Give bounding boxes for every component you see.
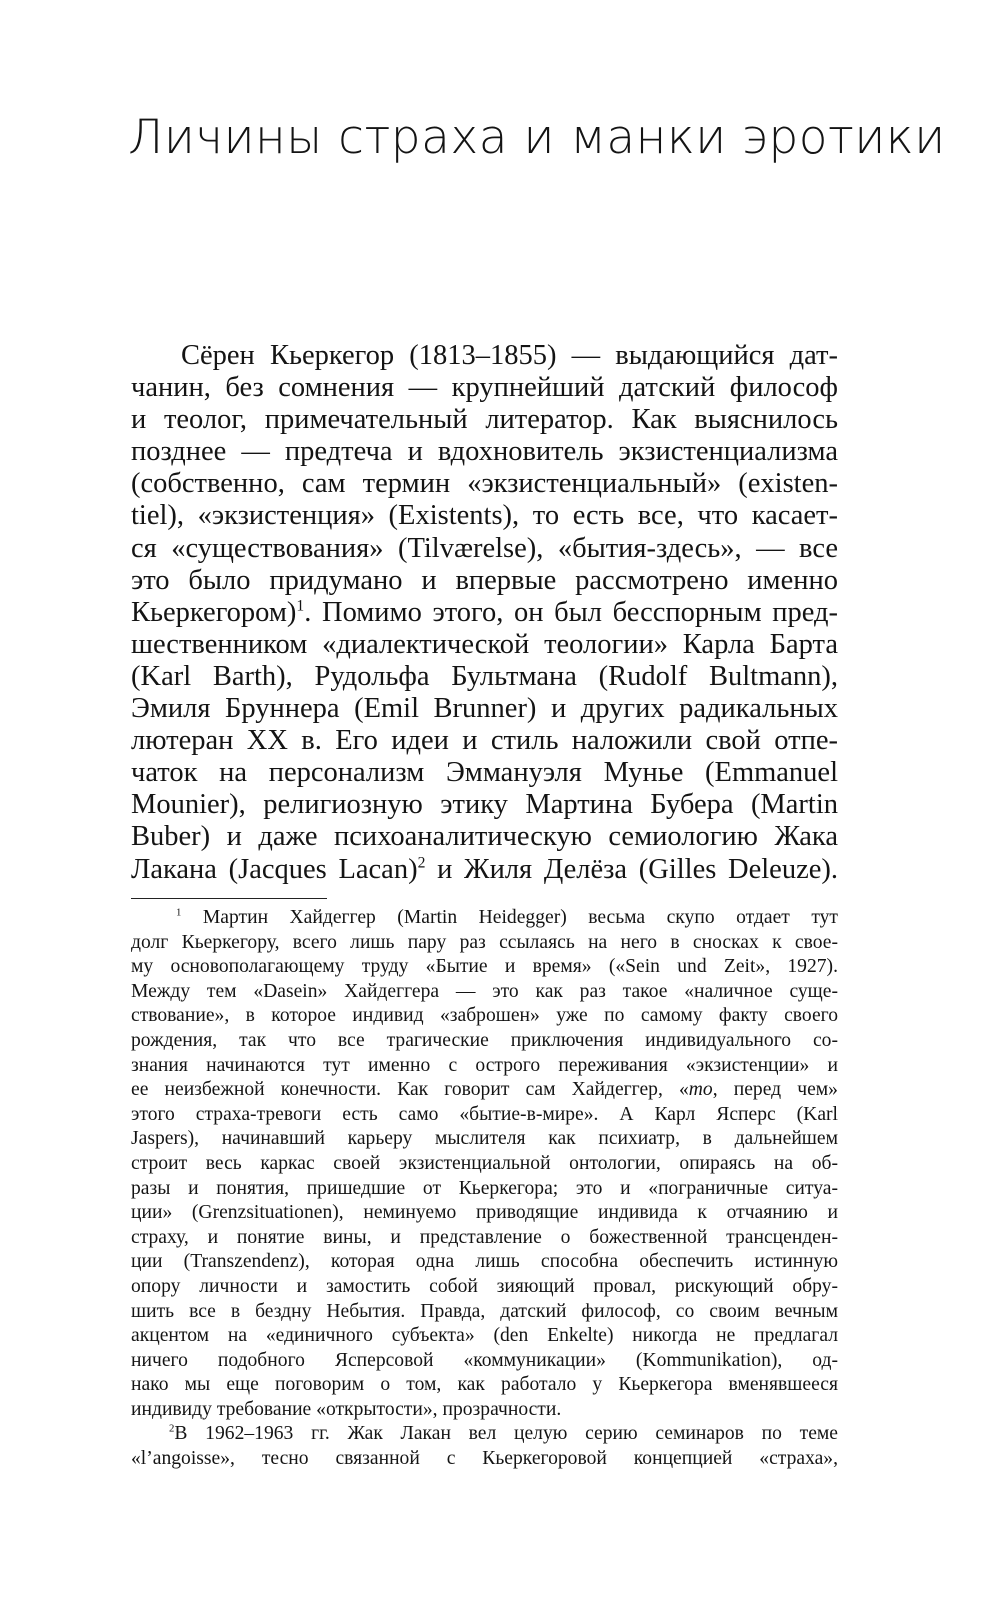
footnote-number: 2 [169, 1422, 175, 1435]
text-line: Эмиля Бруннера (Emil Brunner) и других радикальных [131, 693, 838, 725]
footnote-line: ствование», в которое индивид «заброшен» уже по самому факту своего [131, 1005, 838, 1027]
footnote-number: 1 [176, 906, 182, 919]
footnote-line: индивиду требование «открытости», прозрачности. [131, 1398, 562, 1420]
text-fragment: Лакана (Jacques Lacan) [131, 853, 418, 885]
text-fragment: Кьеркегором) [131, 596, 297, 628]
text-line: шественником «диалектической теологии» Карла Барта [131, 628, 838, 660]
footnote-line: нако мы еще поговорим о том, как работало у Кьеркегора вменявшееся [131, 1374, 838, 1396]
text-line-with-footnote [131, 854, 838, 886]
text-line: лютеран XX в. Его идеи и стиль наложили свой отпе- [131, 725, 838, 757]
footnote-line: шить все в бездну Небытия. Правда, датский философ, со своим вечным [131, 1300, 838, 1322]
footnote-text: В 1962–1963 гг. Жак Лакан вел целую серию семинаров по теме [174, 1423, 838, 1445]
text-line: это было придумано и впервые рассмотрено именно [131, 564, 838, 596]
footnote-line: акцентом на «единичного субъекта» (den Enkelte) никогда не предлагал [131, 1325, 838, 1347]
text-line: Сёрен Кьеркегор (1813–1855) — выдающийся дат- [181, 340, 838, 371]
footnote-line: рождения, так что все трагические приключения индивидуального со- [131, 1029, 838, 1051]
footnote-mark: 2 [417, 854, 426, 871]
footnote-line: му основополагающему труду «Бытие и время» («Sein und Zeit», 1927). [131, 956, 838, 978]
text-line: и теолог, примечательный литератор. Как выяснилось [131, 404, 838, 436]
footnote-text: ее неизбежной конечности. Как говорит сам Хайдеггер, « [131, 1079, 689, 1101]
footnote-line: ничего подобного Ясперсовой «коммуникации» (Kommunikation), од- [131, 1349, 838, 1371]
text-line-with-footnote: Кьеркегором)$^1$. Помимо этого, он был бесспорным пред- [131, 596, 838, 628]
footnote-line: опору личности и замостить собой зияющий провал, рискующий обру- [131, 1275, 838, 1297]
footnote-line: «l’angoisse», тесно связанной с Кьеркегоровой концепцией «страха», [131, 1448, 838, 1470]
text-line: (Karl Barth), Рудольфа Бультмана (Rudolf Bultmann), [131, 660, 838, 692]
text-line: чанин, без сомнения — крупнейший датский философ [131, 372, 838, 404]
footnote-text: Мартин Хайдеггер (Martin Heidegger) весьма скупо отдает тут [202, 907, 838, 928]
footnote-divider [131, 898, 327, 899]
footnote-line: строит весь каркас своей экзистенциальной онтологии, опираясь на об- [131, 1152, 838, 1174]
footnote-mark: 1 [296, 597, 305, 615]
text-line: ся «существования» (Tilværelse), «бытия-здесь», — все [131, 532, 838, 564]
footnote-line: знания начинаются тут именно с острого переживания «экзистенции» и [131, 1054, 838, 1076]
footnote-line: разы и понятия, пришедшие от Кьеркегора; это и «пограничные ситуа- [131, 1177, 838, 1199]
footnotes [131, 906, 838, 1472]
footnote-line: долг Кьеркегору, всего лишь пару раз ссылаясь на него в сносках к свое- [131, 931, 838, 953]
footnote-line: этого страха-тревоги есть само «бытие-в-мире». А Карл Ясперс (Karl [131, 1103, 838, 1125]
text-fragment: Помимо этого, он был бесспорным пред- [321, 596, 838, 628]
text-line: (собственно, сам термин «экзистенциальный» (existen- [131, 468, 838, 500]
text-line: Buber) и даже психоаналитическую семиологию Жака [131, 821, 838, 853]
footnote-line: ции» (Grenzsituationen), неминуемо приводящие индивида к отчаянию и [131, 1202, 838, 1224]
footnote-line: страху, и понятие вины, и представление о божественной трансценден- [131, 1226, 838, 1248]
footnote-line: ции (Transzendenz), которая одна лишь способна обеспечить истинную [131, 1251, 838, 1273]
text-line: позднее — предтеча и вдохновитель экзистенциализма [131, 436, 838, 468]
text-line: tiel), «экзистенция» (Existents), то есть все, что касает- [131, 500, 838, 532]
footnote-1-first-line [131, 906, 838, 931]
main-text [131, 340, 838, 886]
footnote-line: Между тем «Dasein» Хайдеггера — это как раз такое «наличное суще- [131, 980, 838, 1002]
footnote-line: Jaspers), начинавший карьеру мыслителя как психиатр, в дальнейшем [131, 1128, 838, 1150]
text-line: чаток на персонализм Эммануэля Мунье (Emmanuel [131, 757, 838, 789]
italic-word: то [688, 1079, 713, 1101]
footnote-text: , перед чем» [712, 1079, 838, 1101]
footnote-line-with-italic [131, 1078, 838, 1103]
chapter-title: Личины страха и манки эротики [128, 110, 946, 165]
text-line: Mounier), религиозную этику Мартина Бубера (Martin [131, 789, 838, 821]
text-fragment: и Жиля Делёза (Gilles Deleuze). [437, 853, 839, 885]
footnote-2-first-line [131, 1422, 838, 1447]
